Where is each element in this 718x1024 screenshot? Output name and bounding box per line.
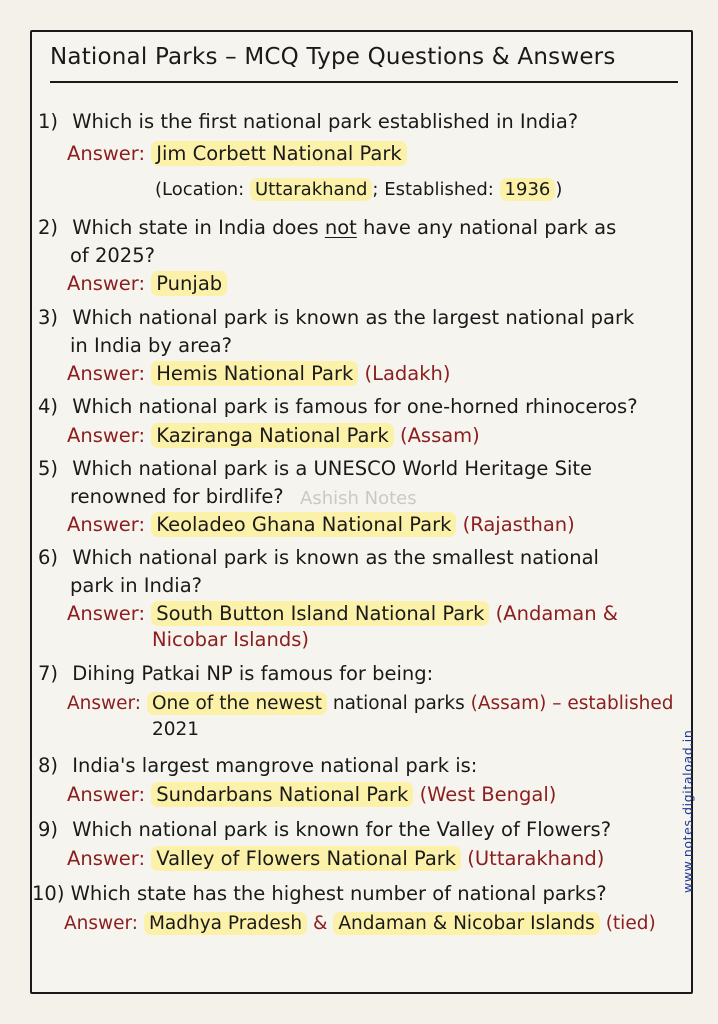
question-number: 5)	[38, 457, 59, 480]
answer-label: Answer:	[67, 424, 146, 447]
answer-9	[67, 845, 604, 873]
answer-label: Answer:	[67, 513, 146, 536]
question-6	[38, 544, 599, 572]
question-text: have any national park as	[362, 216, 617, 239]
question-text: Dihing Patkai NP is famous for being:	[72, 662, 434, 685]
answer-1-note	[155, 176, 562, 204]
question-number: 9)	[38, 818, 59, 841]
answer-2	[67, 270, 227, 298]
answer-7-line2: 2021	[152, 719, 200, 740]
question-number: 2)	[38, 216, 59, 239]
question-emphasis: not	[324, 216, 357, 239]
answer-label: Answer:	[67, 362, 146, 385]
answer-text: Jim Corbett National Park	[151, 141, 406, 166]
answer-extra: (West Bengal)	[419, 783, 557, 806]
question-1	[38, 108, 578, 136]
answer-3	[67, 360, 451, 388]
question-text: Which national park is famous for one-horned rhinoceros?	[72, 395, 638, 418]
question-4	[38, 393, 638, 421]
question-number: 3)	[38, 306, 59, 329]
location-value: Uttarakhand	[250, 178, 372, 201]
question-2-line2: of 2025?	[70, 244, 155, 267]
answer-5	[67, 511, 575, 539]
site-url: www.notes.digitaload.in	[680, 729, 695, 893]
question-text: Which state in India does	[72, 216, 319, 239]
answer-7	[67, 690, 674, 718]
question-3	[38, 304, 634, 332]
answer-text: Madhya Pradesh	[144, 912, 307, 935]
question-number: 1)	[38, 110, 59, 133]
answer-label: Answer:	[67, 847, 146, 870]
question-5	[38, 455, 592, 483]
answer-label: Answer:	[64, 913, 139, 934]
question-8	[38, 752, 477, 780]
question-6-line2: park in India?	[70, 574, 203, 597]
answer-extra: (tied)	[605, 913, 656, 934]
answer-label: Answer:	[67, 693, 142, 714]
question-number: 10)	[32, 882, 65, 905]
question-text: Which national park is known as the smallest national	[72, 546, 599, 569]
answer-4	[67, 422, 480, 450]
question-number: 6)	[38, 546, 59, 569]
watermark: Ashish Notes	[300, 488, 417, 509]
question-10	[32, 880, 607, 908]
established-label: ; Established:	[372, 179, 494, 200]
answer-text: Keoladeo Ghana National Park	[151, 512, 456, 537]
question-9	[38, 816, 611, 844]
answer-text: Punjab	[151, 271, 227, 296]
question-3-line2: in India by area?	[70, 334, 232, 357]
question-text: Which national park is known as the largest national park	[72, 306, 635, 329]
note-close: )	[555, 179, 563, 200]
answer-extra: (Ladakh)	[364, 362, 451, 385]
question-number: 8)	[38, 754, 59, 777]
answer-extra: (Rajasthan)	[462, 513, 575, 536]
established-value: 1936	[500, 178, 556, 201]
answer-label: Answer:	[67, 602, 146, 625]
answer-1	[67, 140, 407, 168]
question-number: 4)	[38, 395, 59, 418]
answer-text: Kaziranga National Park	[151, 423, 394, 448]
answer-extra: (Assam)	[399, 424, 480, 447]
question-7	[38, 660, 433, 688]
answer-text: Valley of Flowers National Park	[151, 846, 461, 871]
answer-text: Andaman & Nicobar Islands	[333, 912, 599, 935]
location-label: (Location:	[155, 179, 245, 200]
question-number: 7)	[38, 662, 59, 685]
question-text: Which state has the highest number of national parks?	[70, 882, 607, 905]
answer-label: Answer:	[67, 142, 146, 165]
question-text: Which is the first national park established in India?	[72, 110, 579, 133]
question-text: Which national park is a UNESCO World Heritage Site	[72, 457, 593, 480]
answer-extra: (Andaman &	[495, 602, 619, 625]
answer-ampersand: &	[313, 913, 328, 934]
title-underline	[50, 81, 678, 83]
page-title: National Parks – MCQ Type Questions & Answers	[50, 44, 616, 70]
answer-label: Answer:	[67, 272, 146, 295]
question-5-line2: renowned for birdlife?	[70, 485, 284, 508]
answer-text: One of the newest	[147, 692, 327, 715]
answer-extra: (Assam) – established	[470, 693, 674, 714]
answer-10	[64, 910, 656, 938]
question-text: India's largest mangrove national park is:	[72, 754, 478, 777]
question-text: Which national park is known for the Valley of Flowers?	[72, 818, 612, 841]
question-2	[38, 214, 616, 242]
answer-6-line2: Nicobar Islands)	[152, 628, 309, 651]
answer-8	[67, 781, 556, 809]
answer-text: South Button Island National Park	[151, 601, 489, 626]
answer-label: Answer:	[67, 783, 146, 806]
answer-text: Hemis National Park	[151, 361, 358, 386]
answer-extra: (Uttarakhand)	[467, 847, 605, 870]
answer-6	[67, 600, 618, 628]
answer-rest: national parks	[332, 693, 465, 714]
answer-text: Sundarbans National Park	[151, 782, 413, 807]
